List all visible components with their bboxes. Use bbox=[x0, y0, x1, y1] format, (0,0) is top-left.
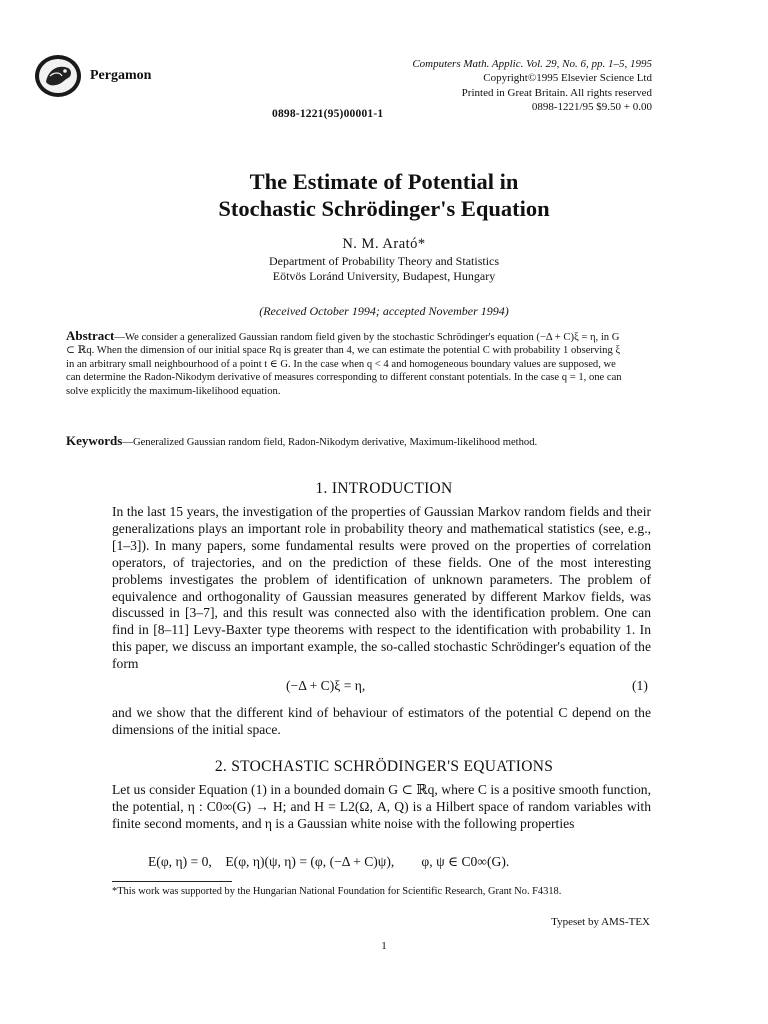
issn-price-line: 0898-1221/95 $9.50 + 0.00 bbox=[531, 100, 652, 113]
journal-citation: Computers Math. Applic. Vol. 29, No. 6, pp. 1–5, 1995 bbox=[412, 58, 652, 70]
abstract bbox=[66, 329, 622, 398]
author-name: N. M. Arató* bbox=[342, 236, 426, 252]
section-heading-stochastic-equations: 2. STOCHASTIC SCHRÖDINGER'S EQUATIONS bbox=[214, 758, 554, 775]
received-dates: (Received October 1994; accepted November 1994) bbox=[259, 304, 509, 318]
equation-white-noise-properties: E(φ, η) = 0, E(φ, η)(ψ, η) = (φ, (−Δ + C)ψ), φ, ψ ∈ C0∞(G). bbox=[148, 854, 510, 869]
equation-1: (−Δ + C)ξ = η, bbox=[286, 678, 366, 693]
printed-line: Printed in Great Britain. All rights reserved bbox=[461, 86, 652, 99]
footnote: *This work was supported by the Hungarian National Foundation for Scientific Research, Grant No. F4318. bbox=[112, 886, 562, 897]
journal-info bbox=[412, 57, 652, 114]
article-identifier: 0898-1221(95)00001-1 bbox=[272, 108, 384, 120]
keywords bbox=[66, 434, 622, 449]
affiliation bbox=[0, 254, 768, 283]
abstract-label: Abstract bbox=[66, 328, 115, 343]
introduction-closing-paragraph: and we show that the different kind of behaviour of estimators of the potential C depend on the dimensions of the initial space. bbox=[112, 705, 651, 737]
copyright-line: Copyright©1995 Elsevier Science Ltd bbox=[483, 72, 652, 85]
equation-1-number: (1) bbox=[632, 678, 648, 693]
paper-title bbox=[0, 168, 768, 222]
footnote-rule bbox=[112, 881, 232, 882]
page-number: 1 bbox=[381, 940, 387, 952]
keywords-text: —Generalized Gaussian random field, Radon-Nikodym derivative, Maximum-likelihood method. bbox=[122, 437, 538, 448]
publisher-logo bbox=[34, 54, 82, 98]
section-2-paragraph: Let us consider Equation (1) in a bounded domain G ⊂ ℝq, where C is a positive smooth function, the potential, η : C0∞(G) → H; and H = L2(Ω, A, Q) is a Hilbert space of random variables with finite second moments, and η is a Gaussian white noise with the following properties bbox=[112, 782, 651, 831]
keywords-label: Keywords bbox=[66, 433, 123, 448]
abstract-text: —We consider a generalized Gaussian random field given by the stochastic Schrödinger's equation (−Δ + C)ξ = η, in G ⊂ ℝq. When the dimension of our initial space Rq is greater than 4, we can estimate the potential C with probability 1 observing ξ in an arbitrary small neighbourhood of a point t ∈ G. In the case when q < 4 and homogeneous boundary values are supposed, we can determine the Radon-Nikodym derivative of measures corresponding to different constant potentials. In the case q = 1, one can solve explicitly the maximum-likelihood equation. bbox=[66, 332, 622, 397]
affiliation-department: Department of Probability Theory and Statistics bbox=[268, 254, 500, 268]
title-line-1: The Estimate of Potential in bbox=[249, 169, 519, 194]
typeset-credit: Typeset by AMS-TEX bbox=[551, 916, 650, 928]
affiliation-university: Eötvös Loránd University, Budapest, Hungary bbox=[272, 268, 496, 283]
section-heading-introduction: 1. INTRODUCTION bbox=[315, 480, 453, 497]
title-line-2: Stochastic Schrödinger's Equation bbox=[218, 196, 550, 221]
publisher-name: Pergamon bbox=[90, 68, 152, 83]
introduction-paragraph: In the last 15 years, the investigation of the properties of Gaussian Markov random fields and their generalizations plays an important role in probability theory and mathematical statistics (see, e.g., [1–3]). In many papers, some fundamental results were proved on the properties of correlation operators, of trajectories, and on the prediction of these fields. One of the most interesting problems investigates the problem of identification of unknown parameters. The problem of equivalence and orthogonality of Gaussian measures generated by different Markov fields, was discussed in [3–7], and this result was connected also with the identification problem. One can find in [8–11] Levy-Baxter type theorems with respect to the identification with probability 1. In this paper, we discuss an important example, the so-called stochastic Schrödinger's equation of the form bbox=[112, 504, 651, 672]
